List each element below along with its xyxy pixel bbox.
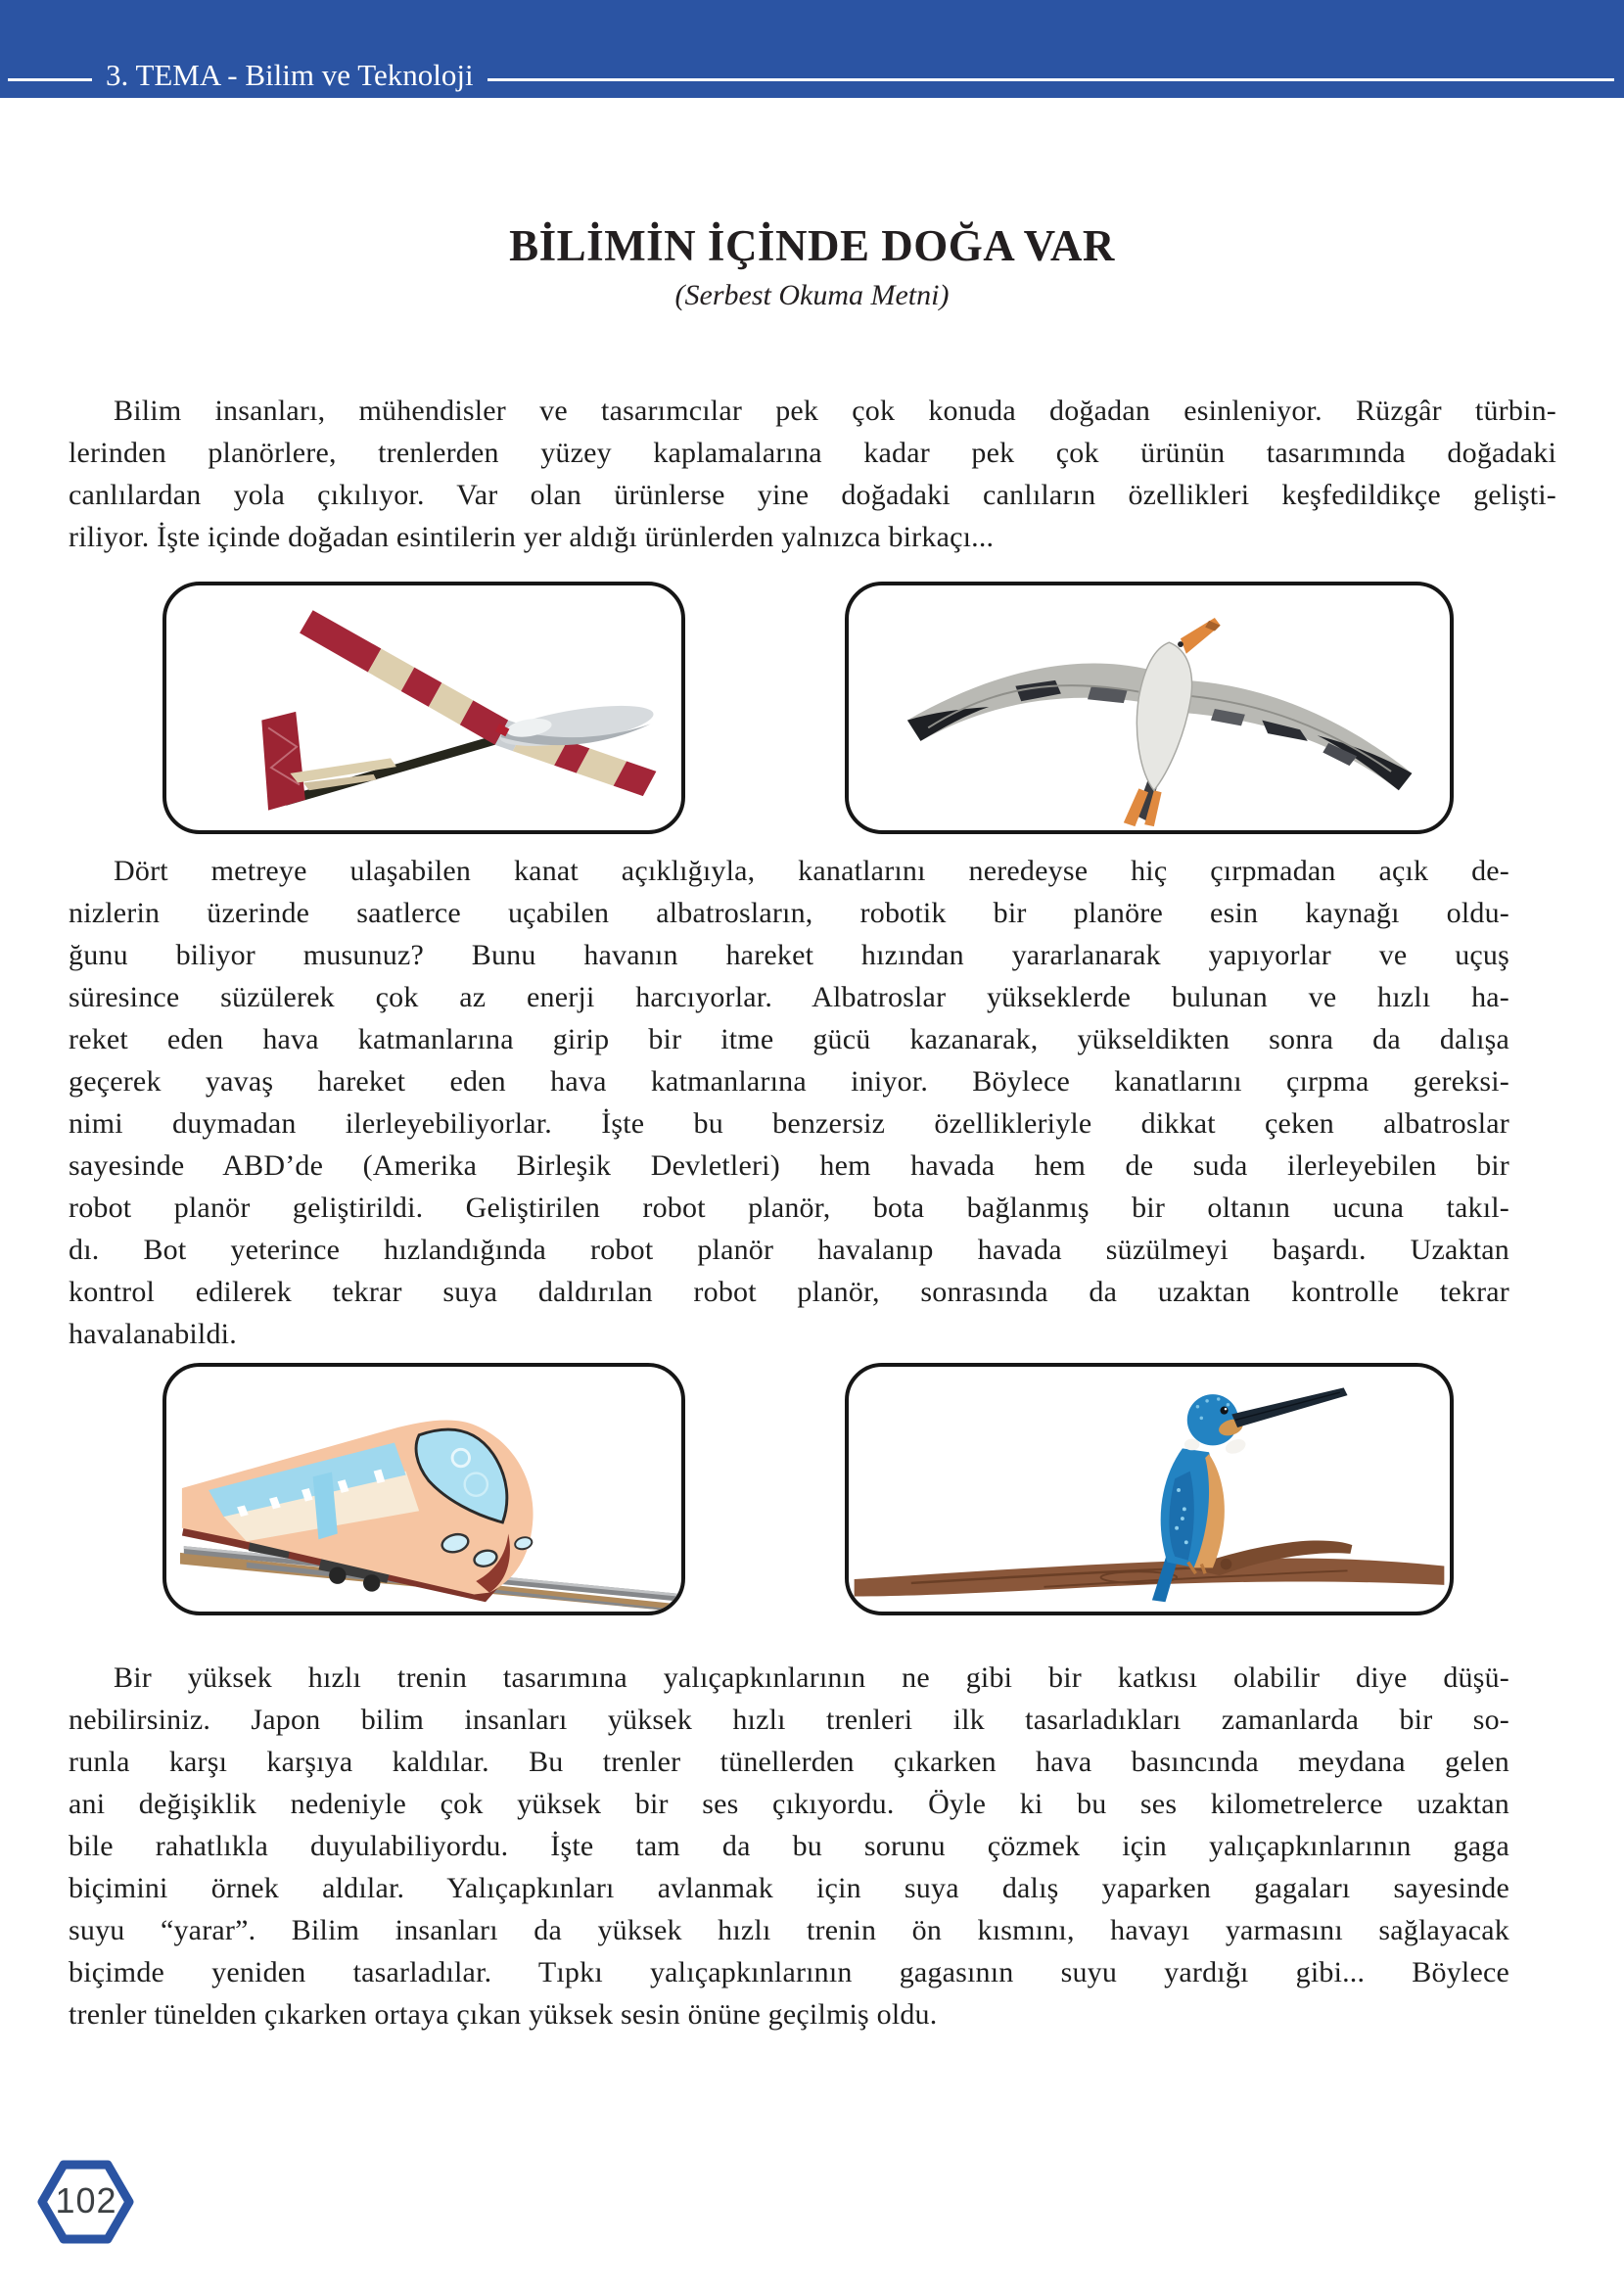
text-line: sayesinde ABD’de (Amerika Birleşik Devletleri) hem havada hem de suda ilerleyebilen bir (69, 1149, 1509, 1182)
text-line: suyu “yarar”. Bilim insanları da yüksek hızlı trenin ön kısmını, havayı yarmasını sağlayacak (69, 1914, 1509, 1946)
high-speed-train-illustration (166, 1367, 681, 1612)
text-line: dı. Bot yeterince hızlandığında robot planör havalanıp havada süzülmeyi başardı. Uzaktan (69, 1234, 1509, 1266)
text-line: havalanabildi. (69, 1318, 237, 1350)
figure-train (162, 1363, 685, 1615)
text-line: lerinden planörlere, trenlerden yüzey kaplamalarına kadar pek çok ürünün tasarımında doğadaki (69, 437, 1556, 469)
text-line: biçimde yeniden tasarladılar. Tıpkı yalıçapkınlarının gagasının suyu yardığı gibi... Böylece (69, 1956, 1509, 1988)
model-glider-illustration (166, 585, 681, 830)
text-line: nebilirsiniz. Japon bilim insanları yüksek hızlı trenleri ilk tasarladıkları zamanlarda bir so- (69, 1704, 1509, 1736)
text-line: canlılardan yola çıkılıyor. Var olan ürünlerse yine doğadaki canlıların özellikleri keşfedildikçe gelişti- (69, 479, 1556, 511)
figure-glider (162, 582, 685, 834)
text-line: kontrol edilerek tekrar suya daldırılan robot planör, sonrasında da uzaktan kontrolle tekrar (69, 1276, 1509, 1308)
paragraph-train (69, 1657, 1509, 2035)
text-line: geçerek yavaş hareket eden hava katmanlarına iniyor. Böylece kanatlarını çırpma gereksi- (69, 1065, 1509, 1098)
text-line: robot planör geliştirildi. Geliştirilen robot planör, bota bağlanmış bir oltanın ucuna takıl- (69, 1192, 1509, 1224)
page-title: BİLİMİN İÇİNDE DOĞA VAR (509, 221, 1115, 270)
page-header-row (0, 59, 1624, 92)
text-line: trenler tünelden çıkarken ortaya çıkan yüksek sesin önüne geçilmiş oldu. (69, 1998, 938, 2031)
figure-kingfisher (845, 1363, 1454, 1615)
text-line: biçimini örnek aldılar. Yalıçapkınları avlanmak için suya dalış yaparken gagaları sayesinde (69, 1872, 1509, 1904)
kingfisher-illustration (849, 1367, 1450, 1612)
albatross-illustration (849, 585, 1450, 830)
text-line: süresince süzülerek çok az enerji harcıyorlar. Albatroslar yükseklerde bulunan ve hızlı ha- (69, 981, 1509, 1013)
figure-row-2 (162, 1363, 1454, 1615)
text-line: reket eden hava katmanlarına girip bir itme gücü kazanarak, yükseldikten sonra da dalışa (69, 1023, 1509, 1055)
paragraph-albatross (69, 850, 1509, 1355)
text-line: Dört metreye ulaşabilen kanat açıklığıyla, kanatlarını neredeyse hiç çırpmadan açık de- (114, 855, 1509, 887)
figure-row-1 (162, 582, 1454, 834)
text-line: Bilim insanları, mühendisler ve tasarımcılar pek çok konuda doğadan esinleniyor. Rüzgâr türbin- (114, 395, 1556, 427)
text-line: ğunu biliyor musunuz? Bunu havanın hareket hızından yararlanarak yapıyorlar ve uçuş (69, 939, 1509, 971)
page-number-badge (37, 2158, 135, 2248)
page-number: 102 (55, 2180, 117, 2221)
text-line: riliyor. İşte içinde doğadan esintilerin yer aldığı ürünlerden yalnızca birkaçı... (69, 521, 995, 553)
page-body (0, 98, 1624, 2035)
text-line: nizlerin üzerinde saatlerce uçabilen albatrosların, robotik bir planöre esin kaynağı oldu- (69, 897, 1509, 929)
text-line: Bir yüksek hızlı trenin tasarımına yalıçapkınlarının ne gibi bir katkısı olabilir diye düşü- (114, 1661, 1509, 1694)
theme-label: 3. TEMA - Bilim ve Teknoloji (106, 58, 474, 92)
text-line: runla karşı karşıya kaldılar. Bu trenler tünellerden çıkarken hava basıncında meydana gelen (69, 1746, 1509, 1778)
paragraph-intro (69, 390, 1556, 558)
header-rule-left (8, 78, 92, 81)
figure-albatross (845, 582, 1454, 834)
page-subtitle: (Serbest Okuma Metni) (674, 279, 950, 311)
text-line: nimi duymadan ilerleyebiliyorlar. İşte bu benzersiz özellikleriyle dikkat çeken albatroslar (69, 1107, 1509, 1140)
header-rule-right (487, 78, 1614, 81)
text-line: ani değişiklik nedeniyle çok yüksek bir ses çıkıyordu. Öyle ki bu ses kilometrelerce uzaktan (69, 1788, 1509, 1820)
page-header (0, 0, 1624, 98)
text-line: bile rahatlıkla duyulabiliyordu. İşte tam da bu sorunu çözmek için yalıçapkınlarının gaga (69, 1830, 1509, 1862)
